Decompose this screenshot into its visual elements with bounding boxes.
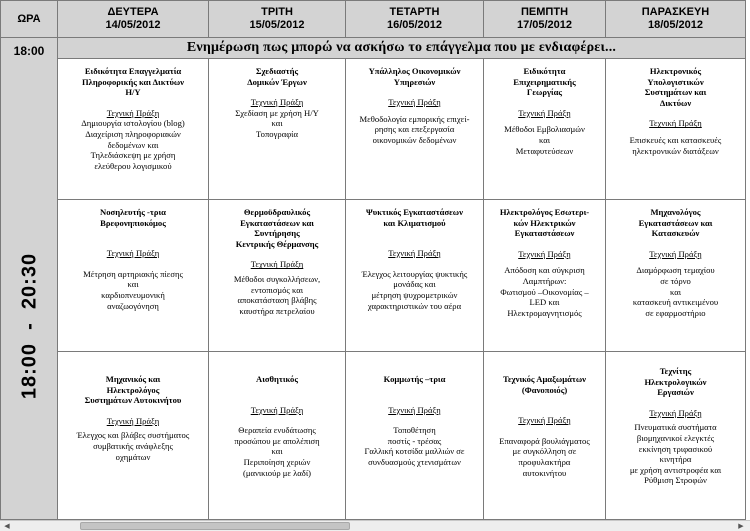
session-cell [208, 351, 346, 520]
session-description: Δημιουργία ιστολογίου (blog) Διαχείριση πληροφοριακών δεδομένων και Τηλεδιάσκεψη με χρήση ελεύθερου λογισμικού [81, 118, 185, 171]
session-type: Τεχνική Πράξη [250, 404, 304, 415]
session-title: Ψυκτικός Εγκαταστάσεων και Κλιματισμού [366, 207, 463, 228]
session-description: Διαμόρφωση τεμαχίου σε τόρνο και κατασκευή αντικειμένου σε εφαρμοστήριο [632, 265, 719, 318]
time-header-label: ΩΡΑ [17, 12, 41, 25]
time-range: 18:00 - 20:30 [18, 252, 41, 400]
session-title: Κομμωτής –τρια [383, 374, 446, 384]
session-description: Μέτρηση αρτηριακής πίεσης και καρδιοπνευμονική αναζωογόνηση [83, 268, 183, 311]
session-description: Μέθοδοι συγκολλήσεων, εντοπισμός και αποκατάσταση βλάβης καυστήρα πετρελαίου [233, 273, 321, 316]
day-date: 18/05/2012 [647, 19, 704, 31]
session-title: Νοσηλευτής -τρια Βρεφονηπιοκόμος [100, 207, 166, 228]
session-description: Πνευματικά συστήματα βιομηχανικοί ελεγκτές εκκίνηση τριφασικού κινητήρα με χρήση αντιστροφέα και Ρύθμιση Στροφών [629, 422, 722, 486]
session-description: Μέθοδοι Εμβολιασμών και Μεταφυτεύσεων [504, 124, 585, 156]
time-column [0, 37, 58, 520]
session-title: Ηλεκτρονικός Υπολογιστικών Συστημάτων και Δικτύων [644, 66, 707, 108]
day-header-friday [605, 0, 746, 38]
day-name: ΠΑΡΑΣΚΕΥΗ [641, 6, 710, 18]
session-description: Τοποθέτηση ποστίς - τρέσας Γαλλική κοτσίδα μαλλιών σε συνδυασμούς χτενισμάτων [364, 425, 465, 467]
session-cell [208, 58, 346, 200]
session-title: Αισθητικός [256, 374, 298, 384]
day-name: ΠΕΜΠΤΗ [520, 6, 569, 18]
day-name: ΔΕΥΤΕΡΑ [107, 6, 159, 18]
session-type: Τεχνική Πράξη [518, 107, 571, 118]
session-title: Μηχανικός και Ηλεκτρολόγος Συστημάτων Αυτοκινήτου [84, 374, 182, 406]
day-name: ΤΡΙΤΗ [261, 6, 293, 18]
session-description: Μεθοδολογία εμπορικής επιχεί- ρησης και επεξεργασία οικονομικών δεδομένων [359, 113, 470, 145]
day-header-monday [57, 0, 209, 38]
day-date: 15/05/2012 [249, 19, 305, 31]
session-cell [57, 351, 209, 520]
session-cell [483, 58, 606, 200]
session-type: Τεχνική Πράξη [106, 107, 160, 118]
session-type: Τεχνική Πράξη [106, 415, 160, 426]
session-cell [57, 199, 209, 352]
session-cell [208, 199, 346, 352]
session-type: Τεχνική Πράξη [518, 248, 571, 259]
session-title: Ειδικότητα Επιχειρηματικής Γεωργίας [513, 66, 576, 98]
day-date: 14/05/2012 [105, 19, 161, 31]
session-description: Έλεγχος και βλάβες συστήματος συμβατικής ανάφλεξης οχημάτων [76, 430, 190, 462]
session-cell [605, 58, 746, 200]
session-cell [605, 351, 746, 520]
scroll-left-icon[interactable]: ◀ [4, 522, 10, 530]
session-description: Θεραπεία ενυδάτωσης προσώπου με απολέπιση και Περιποίηση χεριών (μανικιούρ με λαδί) [234, 425, 320, 478]
day-date: 17/05/2012 [516, 19, 573, 31]
session-cell [345, 351, 484, 520]
session-cell [483, 199, 606, 352]
info-banner [57, 37, 746, 59]
session-cell [345, 58, 484, 200]
session-type: Τεχνική Πράξη [106, 248, 160, 259]
session-title: Σχεδιαστής Δομικών Έργων [247, 66, 307, 87]
session-type: Τεχνική Πράξη [518, 415, 571, 426]
session-description: Απόδοση και σύγκριση Λαμπτήρων: Φωτισμού –Οικονομίας – LED και Ηλεκτρομαγνητισμός [500, 265, 589, 318]
start-time: 18:00 [13, 44, 45, 58]
session-title: Ηλεκτρολόγος Εσωτερι- κών Ηλεκτρικών Εγκαταστάσεων [499, 207, 590, 239]
session-title: Τεχνίτης Ηλεκτρολογικών Εργασιών [644, 366, 707, 398]
day-header-thursday [483, 0, 606, 38]
session-type: Τεχνική Πράξη [250, 97, 304, 108]
session-description: Επαναφορά βουλιάγματος με συγκόλληση σε προφυλακτήρα αυτοκινήτου [499, 435, 590, 478]
session-type: Τεχνική Πράξη [649, 118, 702, 129]
scroll-right-icon[interactable]: ▶ [738, 522, 744, 530]
session-title: Θερμοϋδραυλικός Εγκαταστάσεων και Συντήρησης Κεντρικής Θέρμανσης [235, 207, 319, 249]
day-header-wednesday [345, 0, 484, 38]
day-name: ΤΕΤΑΡΤΗ [389, 6, 440, 18]
session-cell [57, 58, 209, 200]
session-cell [483, 351, 606, 520]
session-type: Τεχνική Πράξη [388, 248, 441, 259]
session-cell [605, 199, 746, 352]
session-cell [345, 199, 484, 352]
session-title: Ειδικότητα Επαγγελματία Πληροφορικής και Δικτύων Η/Υ [81, 66, 185, 98]
day-header-tuesday [208, 0, 346, 38]
horizontal-scrollbar[interactable] [0, 520, 750, 531]
session-title: Τεχνικός Αμαξωμάτων (Φανοποιός) [503, 374, 586, 395]
session-type: Τεχνική Πράξη [388, 404, 441, 415]
session-title: Υπάλληλος Οικονομικών Υπηρεσιών [368, 66, 461, 87]
session-type: Τεχνική Πράξη [388, 97, 441, 108]
session-type: Τεχνική Πράξη [250, 259, 304, 270]
scrollbar-thumb[interactable] [80, 522, 350, 530]
session-type: Τεχνική Πράξη [649, 407, 702, 418]
session-type: Τεχνική Πράξη [649, 248, 702, 259]
banner-text: Ενημέρωση πως μπορώ να ασκήσω το επάγγελμα που με ενδιαφέρει... [186, 40, 617, 55]
session-description: Σχεδίαση με χρήση Η/Υ και Τοπογραφία [235, 107, 319, 139]
day-date: 16/05/2012 [386, 19, 443, 31]
session-description: Έλεγχος λειτουργίας ψυκτικής μονάδας και μέτρηση ψυχρομετρικών χαρακτηριστικών του αέρα [361, 268, 468, 311]
session-title: Μηχανολόγος Εγκαταστάσεων και Κατασκευών [638, 207, 713, 239]
session-description: Επισκευές και κατασκευές ηλεκτρονικών διατάξεων [629, 134, 722, 156]
time-column-header [0, 0, 58, 38]
